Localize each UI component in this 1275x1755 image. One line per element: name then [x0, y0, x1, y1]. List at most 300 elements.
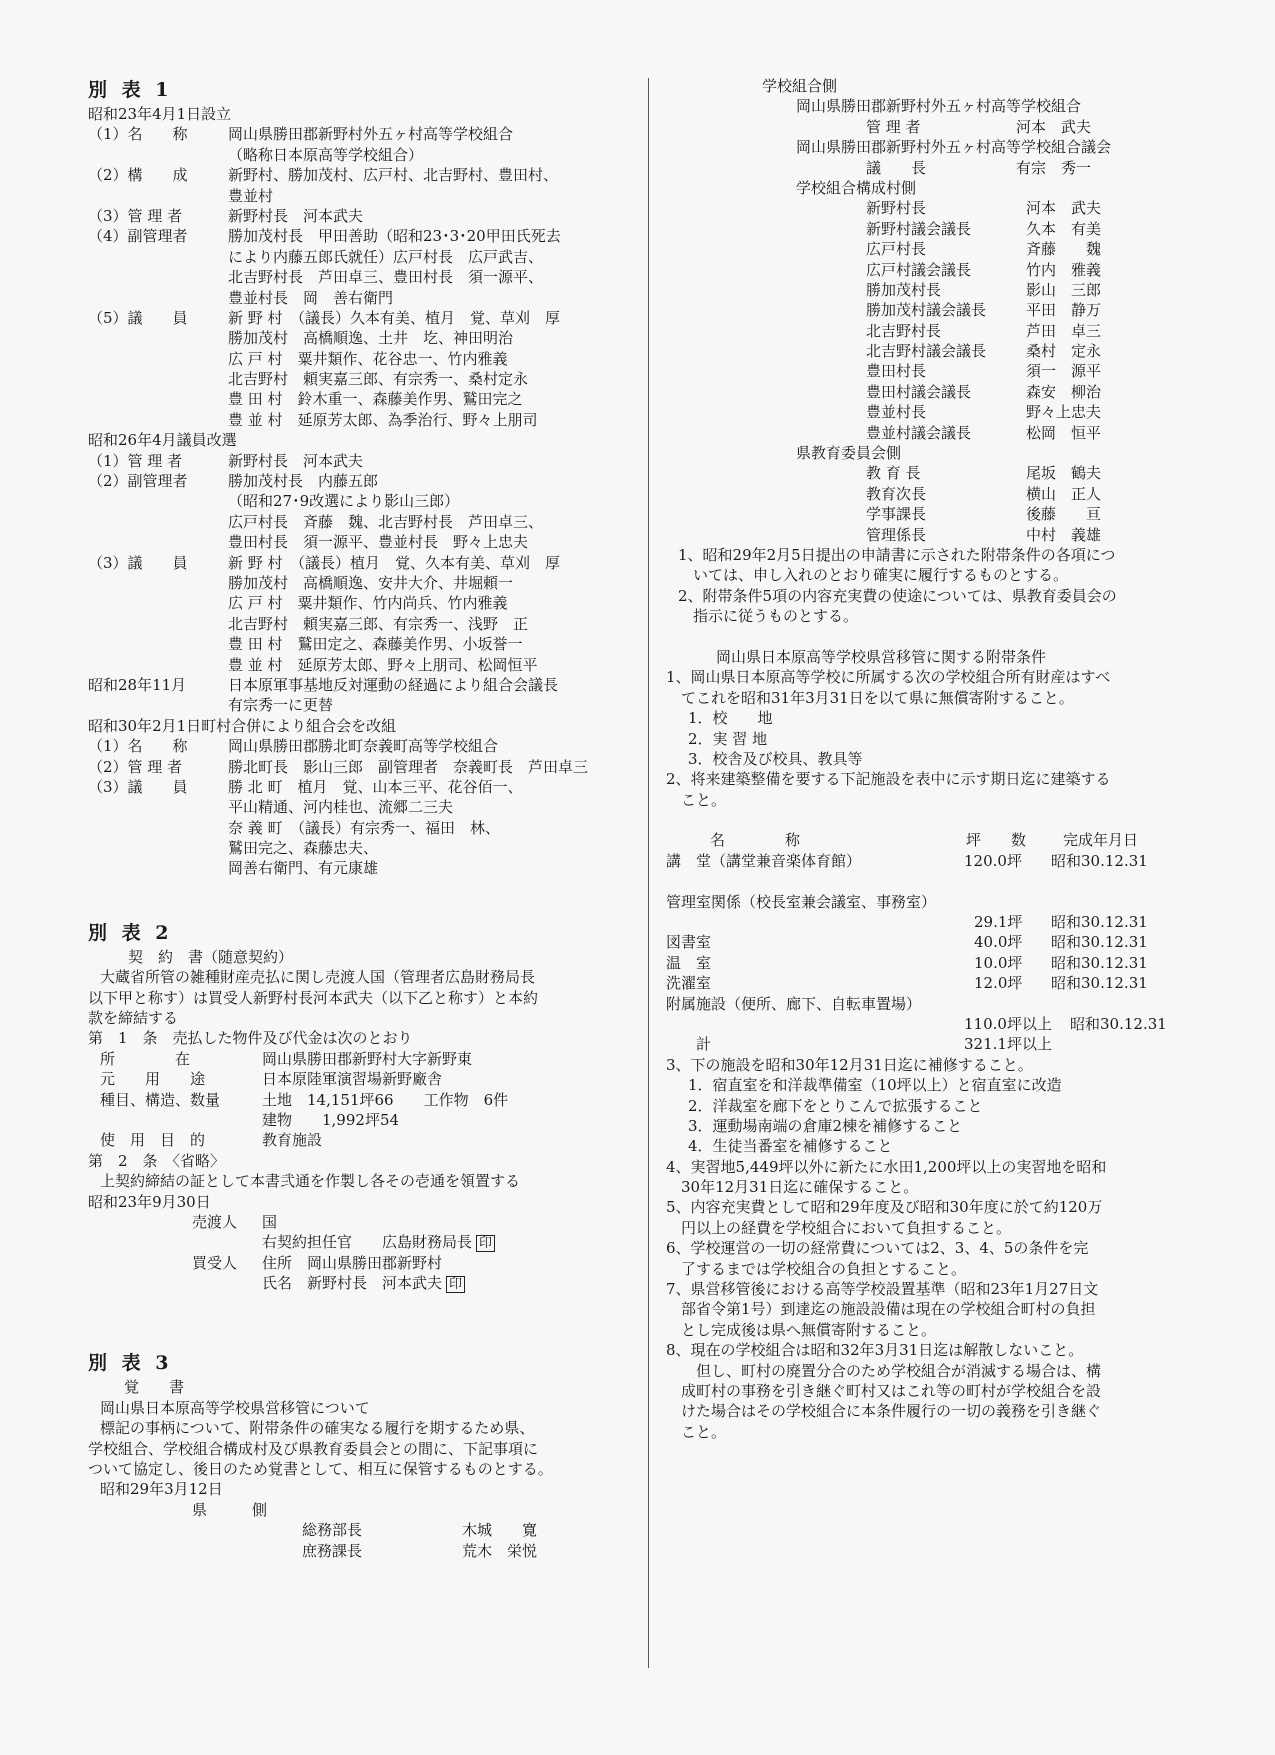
- facility-row-date: 昭和30.12.31: [1051, 974, 1148, 993]
- buyer-label: 買受人: [192, 1253, 238, 1272]
- condition-line: [666, 1340, 1218, 1360]
- memo-term-line: [666, 586, 1218, 606]
- buyer-name-text: 氏名 新野村長 河本武夫: [262, 1274, 443, 1293]
- contract-title: 契 約 書（随意契約）: [128, 947, 294, 966]
- condition-1-line-text: 1、岡山県日本原高等学校に所属する次の学校組合所有財産はすべ: [666, 668, 1111, 687]
- table3-heading: 別 表 3: [88, 1352, 173, 1375]
- village-member-person: 斉藤 魏: [1026, 240, 1102, 259]
- facility-mgmt-area: 29.1坪: [974, 913, 1023, 932]
- condition-1-item: [666, 708, 1218, 728]
- union-member-role: 管 理 者: [866, 117, 921, 136]
- table1-line-label: （3）議 員: [88, 553, 188, 572]
- facility-auditorium-area: 120.0坪: [964, 851, 1022, 870]
- condition-3: 3、下の施設を昭和30年12月31日迄に補修すること。: [666, 1055, 1033, 1074]
- condition-line-text: 7、県営移管後における高等学校設置基準（昭和23年1月27日文: [666, 1280, 1099, 1299]
- condition-line-text: 8、現在の学校組合は昭和32年3月31日迄は解散しないこと。: [666, 1341, 1084, 1360]
- memo-term-line: [666, 565, 1218, 585]
- village-member-person: 竹内 雅義: [1026, 260, 1102, 279]
- table1-line: [88, 165, 633, 185]
- memo-term-line-text: 1、昭和29年2月5日提出の申請書に示された附帯条件の各項につ: [678, 545, 1116, 564]
- condition-line: [666, 1157, 1218, 1177]
- table1-line-label: （2）構 成: [88, 166, 188, 185]
- table1-line-value: 豊並村: [228, 186, 274, 205]
- condition-line-text: 30年12月31日迄に確保すること。: [666, 1178, 919, 1197]
- table1-line-value: 豊並村長 岡 善右衛門: [228, 288, 394, 307]
- table1-line: [88, 369, 633, 389]
- village-member: [666, 300, 1218, 320]
- memo-term-line: [666, 606, 1218, 626]
- contract-intro-2: 以下甲と称す）は買受人新野村長河本武夫（以下乙と称す）と本約: [88, 988, 539, 1007]
- condition-1-line: [666, 667, 1218, 687]
- seller-line-1: [88, 1212, 633, 1232]
- table1-line-value: 勝 北 町 植月 覚、山本三平、花谷佰一、: [228, 777, 523, 796]
- condition-1-items: [666, 708, 1218, 769]
- table1-line-value: 岡山県勝田郡新野村外五ヶ村高等学校組合: [228, 125, 514, 144]
- table1-line: [88, 634, 633, 654]
- table1-line-label: （3）議 員: [88, 777, 188, 796]
- facility-mgmt-label: 管理室関係（校長室兼会議室、事務室）: [666, 892, 937, 911]
- facility-row: [666, 932, 1218, 952]
- contract-item-label: 使 用 目 的: [100, 1131, 206, 1150]
- contract-item: [88, 1069, 633, 1089]
- facility-row-name: 図書室: [666, 933, 712, 952]
- memo-term-line-text: 2、附帯条件5項の内容充実費の使途については、県教育委員会の: [678, 586, 1117, 605]
- facility-total-area: 321.1坪以上: [964, 1035, 1052, 1054]
- table1-line-value: 岡善右衛門、有元康雄: [228, 859, 379, 878]
- table1-line-value: 新野村、勝加茂村、広戸村、北吉野村、豊田村、: [228, 166, 559, 185]
- village-member: [666, 382, 1218, 402]
- condition-line-text: 但し、町村の廃置分合のため学校組合が消滅する場合は、構: [666, 1361, 1102, 1380]
- board-member-person: 後藤 亘: [1026, 505, 1102, 524]
- condition-2-line-text: こと。: [666, 790, 727, 809]
- board-side-label: 県教育委員会側: [796, 444, 902, 463]
- table1-line-value: 北吉野村 頼実嘉三郎、有宗秀一、桑村定永: [228, 370, 529, 389]
- condition-1-item-text: 3．校舎及び校具、教具等: [688, 749, 863, 768]
- table1-line: [88, 206, 633, 226]
- table1-line-text: 昭和30年2月1日町村合併により組合会を改組: [88, 716, 397, 735]
- board-member-person: 中村 義雄: [1026, 525, 1102, 544]
- condition-2-line: [666, 790, 1218, 810]
- board-member-role: 教育次長: [866, 484, 927, 503]
- table1-line: [88, 532, 633, 552]
- facility-total: [666, 1034, 1218, 1054]
- table1-line: [88, 471, 633, 491]
- memo-term-line-text: いては、申し入れのとおり確実に履行するものとする。: [678, 566, 1069, 585]
- conditions-rest: [666, 1157, 1218, 1442]
- right-column: [666, 76, 1218, 1442]
- condition-3-item: [666, 1075, 1218, 1095]
- contract-item-value: 教育施設: [262, 1131, 323, 1150]
- table1-line-value: により内藤五郎氏就任）広戸村長 広戸武吉、: [228, 247, 544, 266]
- table1-line-value: （略称日本原高等学校組合）: [228, 145, 424, 164]
- seller-officer-text: 右契約担任官 広島財務局長: [262, 1233, 473, 1252]
- pref-members: [88, 1520, 633, 1561]
- village-member: [666, 321, 1218, 341]
- village-member: [666, 239, 1218, 259]
- condition-3-item-text: 1．宿直室を和洋裁準備室（10坪以上）と宿直室に改造: [688, 1076, 1062, 1095]
- contract-date: 昭和23年9月30日: [88, 1192, 211, 1211]
- school-union-name: 岡山県勝田郡新野村外五ヶ村高等学校組合: [796, 97, 1082, 116]
- village-member-person: 森安 柳治: [1026, 382, 1102, 401]
- table1-line-value: 豊 並 村 延原芳太郎、野々上朋司、松岡恒平: [228, 655, 538, 674]
- table1-line-value: 豊田村長 須一源平、豊並村長 野々上忠夫: [228, 533, 529, 552]
- condition-1-line-text: てこれを昭和31年3月31日を以て県に無償寄附すること。: [666, 688, 1074, 707]
- table1-line-value: 新野村長 河本武夫: [228, 206, 364, 225]
- board-member-person: 横山 正人: [1026, 484, 1102, 503]
- board-member-person: 尾坂 鶴夫: [1026, 464, 1102, 483]
- condition-line: [666, 1320, 1218, 1340]
- facility-row: [666, 973, 1218, 993]
- pref-member: [88, 1520, 633, 1540]
- contract-article-1: 第 1 条 売払した物件及び代金は次のとおり: [88, 1029, 413, 1048]
- facility-auditorium-date: 昭和30.12.31: [1051, 851, 1148, 870]
- memo-terms: [666, 545, 1218, 627]
- table1-line: [88, 430, 633, 450]
- board-member-role: 管理係長: [866, 525, 927, 544]
- village-member: [666, 341, 1218, 361]
- seller-seal-stamp: 印: [476, 1235, 495, 1252]
- condition-line-text: けた場合はその学校組合に本条件履行の一切の義務を引き継ぐ: [666, 1402, 1102, 1421]
- table1-line: [88, 104, 633, 124]
- memo-term-line: [666, 545, 1218, 565]
- facility-annex-value: [666, 1014, 1218, 1034]
- village-member-person: 桑村 定永: [1026, 342, 1102, 361]
- table1-line: [88, 267, 633, 287]
- table1-line-value: 岡山県勝田郡勝北町奈義町高等学校組合: [228, 737, 499, 756]
- table1-line: [88, 512, 633, 532]
- column-divider: [648, 78, 649, 1668]
- condition-3-item-text: 3．運動場南端の倉庫2棟を補修すること: [688, 1116, 963, 1135]
- table1-line: [88, 573, 633, 593]
- condition-1-item: [666, 729, 1218, 749]
- condition-line-text: 6、学校運営の一切の経常費については2、3、4、5の条件を完: [666, 1239, 1089, 1258]
- table1-line-value: 日本原軍事基地反対運動の経過により組合会議長: [228, 675, 559, 694]
- village-member: [666, 402, 1218, 422]
- facility-row-name: 温 室: [666, 953, 712, 972]
- table1-line-value: 勝加茂村 高橋順逸、土井 圪、神田明治: [228, 329, 514, 348]
- condition-line: [666, 1422, 1218, 1442]
- conditions-title: 岡山県日本原高等学校県営移管に関する附帯条件: [716, 647, 1047, 666]
- condition-line: [666, 1259, 1218, 1279]
- pref-member-role: 庶務課長: [302, 1541, 363, 1560]
- memo-body-1: 標記の事柄について、附帯条件の確実なる履行を期するため県、: [100, 1419, 535, 1438]
- contract-item-value: 建物 1,992坪54: [262, 1110, 400, 1129]
- village-member-role: 豊並村長: [866, 403, 927, 422]
- contract-item: [88, 1130, 633, 1150]
- condition-3-items: [666, 1075, 1218, 1157]
- table1-line: [88, 695, 633, 715]
- memo-body-3: ついて協定し、後日のため覚書として、相互に保管するものとする。: [88, 1460, 553, 1479]
- contract-item-label: 所 在: [100, 1049, 191, 1068]
- table1-line-value: 豊 並 村 延原芳太郎、為季治行、野々上朋司: [228, 410, 538, 429]
- board-member: [666, 484, 1218, 504]
- facility-row-date: 昭和30.12.31: [1051, 953, 1148, 972]
- table1-line-value: 勝加茂村長 甲田善助（昭和23･3･20甲田氏死去: [228, 227, 561, 246]
- facility-header-area: 坪 数: [966, 831, 1027, 850]
- table1-line-value: 豊 田 村 鈴木重一、森藤美作男、鷲田完之: [228, 390, 523, 409]
- memo-date: 昭和29年3月12日: [100, 1480, 223, 1499]
- buyer-line-1: [88, 1253, 633, 1273]
- village-member-role: 新野村議会議長: [866, 219, 972, 238]
- condition-2-line-text: 2、将来建築整備を要する下記施設を表中に示す期日迄に建築する: [666, 770, 1111, 789]
- facility-annex-date: 昭和30.12.31: [1070, 1014, 1167, 1033]
- school-side-label: 学校組合側: [762, 77, 838, 95]
- table1-line-text: 昭和23年4月1日設立: [88, 105, 232, 123]
- village-member-role: 広戸村議会議長: [866, 260, 972, 279]
- condition-3-item: [666, 1116, 1218, 1136]
- table1-line: [88, 328, 633, 348]
- table1-line: [88, 226, 633, 246]
- assembly-member-role: 議 長: [866, 158, 927, 177]
- table1-line-value: （昭和27･9改選により影山三郎）: [228, 492, 460, 511]
- pref-member-role: 総務部長: [302, 1521, 363, 1540]
- buyer-seal-stamp: 印: [446, 1276, 465, 1293]
- village-member-role: 豊並村議会議長: [866, 423, 972, 442]
- condition-line-text: 円以上の経費を学校組合において負担すること。: [666, 1218, 1012, 1237]
- table1-line: [88, 410, 633, 430]
- table1-line-label: （2）管 理 者: [88, 757, 183, 776]
- table1-line-label: （1）名 称: [88, 737, 188, 756]
- table1-line-value: 有宗秀一に更替: [228, 696, 334, 715]
- table1-line: [88, 349, 633, 369]
- seller-line-2: [88, 1232, 633, 1252]
- table1-line: [88, 288, 633, 308]
- contract-item-label: 元 用 途: [100, 1070, 206, 1089]
- union-member-person: 河本 武夫: [1016, 117, 1092, 136]
- table1-line-value: 北吉野村長 芦田卓三、豊田村長 須一源平、: [228, 268, 544, 287]
- table1-line: [88, 838, 633, 858]
- board-member-role: 学事課長: [866, 505, 927, 524]
- condition-line: [666, 1177, 1218, 1197]
- table1-line: [88, 858, 633, 878]
- table1-line-label: （2）副管理者: [88, 472, 188, 491]
- table1-line-value: 広戸村長 斉藤 魏、北吉野村長 芦田卓三、: [228, 512, 544, 531]
- table1-line-value: 北吉野村 頼実嘉三郎、有宗秀一、浅野 正: [228, 614, 529, 633]
- facility-header-name: 名 称: [710, 831, 801, 850]
- assembly-member: [666, 158, 1218, 178]
- pref-member: [88, 1541, 633, 1561]
- condition-line: [666, 1238, 1218, 1258]
- board-member-role: 教 育 長: [866, 464, 921, 483]
- facility-row-area: 40.0坪: [974, 933, 1023, 952]
- village-member-person: 影山 三郎: [1026, 280, 1102, 299]
- condition-3-item-text: 2．洋裁室を廊下をとりこんで拡張すること: [688, 1096, 983, 1115]
- table1-line: [88, 553, 633, 573]
- contract-item: [88, 1090, 633, 1110]
- contract-item-label: 種目、構造、数量: [100, 1090, 221, 1109]
- table1-line-text: 昭和26年4月議員改選: [88, 431, 237, 450]
- village-member: [666, 198, 1218, 218]
- contract-closing: 上契約締結の証として本書弐通を作製し各その壱通を領置する: [100, 1172, 521, 1191]
- pref-member-person: 荒木 栄悦: [462, 1541, 538, 1560]
- seller-officer: [262, 1232, 495, 1252]
- buyer-line-2: [88, 1273, 633, 1293]
- table1-line-label: （1）名 称: [88, 125, 188, 144]
- table1-line-value: 奈 義 町 （議長）有宗秀一、福田 林、: [228, 818, 501, 837]
- table1-line: [88, 186, 633, 206]
- facility-row: [666, 953, 1218, 973]
- table1-line: [88, 655, 633, 675]
- contract-intro-3: 款を締結する: [88, 1009, 179, 1028]
- village-member-role: 新野村長: [866, 199, 927, 218]
- board-members: [666, 463, 1218, 545]
- seller-name: 国: [262, 1212, 278, 1231]
- contract-item-value: 土地 14,151坪66 工作物 6件: [262, 1090, 509, 1109]
- contract-item: [88, 1110, 633, 1130]
- school-assembly-name: 岡山県勝田郡新野村外五ヶ村高等学校組合議会: [796, 138, 1112, 157]
- condition-3-item: [666, 1096, 1218, 1116]
- table1-line-value: 新野村長 河本武夫: [228, 451, 364, 470]
- village-side-label: 学校組合構成村側: [796, 178, 917, 197]
- table1-line-value: 広 戸 村 粟井類作、花谷忠一、竹内雅義: [228, 349, 508, 368]
- facility-header: [666, 830, 1218, 850]
- table1-line: [88, 614, 633, 634]
- facility-row-area: 12.0坪: [974, 974, 1023, 993]
- pref-side-label: 県 側: [192, 1500, 268, 1519]
- village-members: [666, 198, 1218, 443]
- village-member-person: 須一 源平: [1026, 362, 1102, 381]
- condition-line-text: 成町村の事務を引き継ぐ町村又はこれ等の町村が学校組合を設: [666, 1382, 1102, 1400]
- condition-line: [666, 1299, 1218, 1319]
- condition-1-item-text: 2．実 習 地: [688, 729, 768, 748]
- contract-article-2: 第 2 条 〈省略〉: [88, 1151, 226, 1170]
- village-member-role: 広戸村長: [866, 240, 927, 259]
- school-union-members: [666, 117, 1218, 137]
- table1-line: [88, 451, 633, 471]
- condition-2-line: [666, 769, 1218, 789]
- board-member: [666, 463, 1218, 483]
- condition-line: [666, 1401, 1218, 1421]
- board-member: [666, 504, 1218, 524]
- assembly-member-person: 有宗 秀一: [1016, 158, 1092, 177]
- village-member-role: 北吉野村長: [866, 321, 942, 340]
- condition-1: [666, 667, 1218, 708]
- table1-line: [88, 736, 633, 756]
- table1-line: [88, 308, 633, 328]
- buyer-name: [262, 1273, 465, 1293]
- condition-line: [666, 1197, 1218, 1217]
- left-column: [88, 76, 633, 1561]
- memo-body-2: 学校組合、学校組合構成村及び県教育委員会との間に、下記事項に: [88, 1439, 539, 1458]
- village-member-role: 豊田村長: [866, 362, 927, 381]
- condition-2: [666, 769, 1218, 810]
- contract-intro-1: 大蔵省所管の雑種財産売払に関し売渡人国（管理者広島財務局長: [100, 968, 536, 987]
- village-member-role: 北吉野村議会議長: [866, 342, 987, 361]
- village-member-person: 久本 有美: [1026, 219, 1102, 238]
- condition-1-line: [666, 688, 1218, 708]
- condition-line-text: 了するまでは学校組合の負担とすること。: [666, 1259, 967, 1278]
- condition-line-text: こと。: [666, 1422, 727, 1441]
- table1-line-value: 広 戸 村 粟井類作、竹内尚兵、竹内雅義: [228, 594, 508, 613]
- facility-auditorium: [666, 851, 1218, 871]
- table1-line-label: （3）管 理 者: [88, 206, 183, 225]
- village-member-role: 豊田村議会議長: [866, 382, 972, 401]
- facility-annex-area: 110.0坪以上: [964, 1014, 1052, 1033]
- memo-subject: 岡山県日本原高等学校県営移管について: [100, 1398, 370, 1417]
- table1-line-value: 新 野 村 （議長）久本有美、植月 覚、草刈 厚: [228, 308, 561, 327]
- table1-line-value: 勝加茂村 高橋順逸、安井大介、井堀頼一: [228, 573, 514, 592]
- table1-line-value: 勝北町長 影山三郎 副管理者 奈義町長 芦田卓三: [228, 757, 589, 776]
- table1-line: [88, 818, 633, 838]
- table1-line-value: 豊 田 村 鷲田定之、森藤美作男、小坂誉一: [228, 635, 523, 654]
- condition-3-item: [666, 1136, 1218, 1156]
- board-member: [666, 525, 1218, 545]
- pref-member-person: 木城 寛: [462, 1521, 538, 1540]
- village-member-person: 河本 武夫: [1026, 199, 1102, 218]
- school-assembly-members: [666, 158, 1218, 178]
- table1-line: [88, 491, 633, 511]
- condition-1-item: [666, 749, 1218, 769]
- contract-items: [88, 1049, 633, 1151]
- village-member-role: 勝加茂村議会議長: [866, 301, 987, 320]
- condition-line-text: 5、内容充実費として昭和29年度及び昭和30年度に於て約120万: [666, 1198, 1103, 1217]
- village-member-person: 芦田 卓三: [1026, 321, 1102, 340]
- condition-1-item-text: 1．校 地: [688, 709, 773, 728]
- contract-item-value: 岡山県勝田郡新野村大字新野東: [262, 1049, 473, 1068]
- table1-line: [88, 593, 633, 613]
- village-member-person: 野々上忠夫: [1026, 403, 1102, 422]
- table1-line-label: 昭和28年11月: [88, 675, 187, 694]
- seller-label: 売渡人: [192, 1212, 238, 1231]
- table1-line: [88, 716, 633, 736]
- facility-mgmt-value: [666, 912, 1218, 932]
- facility-row-date: 昭和30.12.31: [1051, 933, 1148, 952]
- condition-line-text: 部省令第1号）到達迄の施設設備は現在の学校組合町村の負担: [666, 1300, 1096, 1319]
- table1-line: [88, 389, 633, 409]
- village-member-person: 松岡 恒平: [1026, 423, 1102, 442]
- condition-line: [666, 1279, 1218, 1299]
- contract-item: [88, 1049, 633, 1069]
- village-member: [666, 280, 1218, 300]
- table2-heading: 別 表 2: [88, 921, 173, 944]
- facility-mgmt-date: 昭和30.12.31: [1051, 913, 1148, 932]
- table1-line: [88, 797, 633, 817]
- facility-auditorium-name: 講 堂（講堂兼音楽体育館）: [666, 851, 862, 870]
- table1-line-label: （4）副管理者: [88, 227, 188, 246]
- table1-line-value: 鷲田完之、森藤忠夫、: [228, 839, 379, 858]
- condition-line: [666, 1361, 1218, 1381]
- union-member: [666, 117, 1218, 137]
- table1-line-value: 平山精通、河内桂也、流郷二三夫: [228, 798, 454, 817]
- facility-row-area: 10.0坪: [974, 953, 1023, 972]
- table1-line-label: （5）議 員: [88, 308, 188, 327]
- contract-item-value: 日本原陸軍演習場新野廠舎: [262, 1070, 443, 1089]
- village-member: [666, 361, 1218, 381]
- memo-term-line-text: 指示に従うものとする。: [678, 607, 859, 626]
- table1-line-label: （1）管 理 者: [88, 451, 183, 470]
- condition-3-item-text: 4．生徒当番室を補修すること: [688, 1137, 893, 1156]
- condition-line: [666, 1218, 1218, 1238]
- table1-line-value: 勝加茂村長 内藤五郎: [228, 472, 379, 491]
- condition-line: [666, 1381, 1218, 1401]
- condition-line-text: とし完成後は県へ無償寄附すること。: [666, 1320, 937, 1339]
- facility-rows: [666, 932, 1218, 993]
- village-member-person: 平田 静万: [1026, 301, 1102, 320]
- condition-line-text: 4、実習地5,449坪以外に新たに水田1,200坪以上の実習地を昭和: [666, 1157, 1107, 1176]
- table1-line: [88, 124, 633, 144]
- buyer-address: 住所 岡山県勝田郡新野村: [262, 1253, 443, 1272]
- table1-heading: 別 表 1: [88, 79, 173, 101]
- table1-line: [88, 675, 633, 695]
- table1-line-value: 新 野 村 （議長）植月 覚、久本有美、草刈 厚: [228, 553, 561, 572]
- table1-line: [88, 757, 633, 777]
- facility-total-label: 計: [696, 1035, 712, 1054]
- table1-line: [88, 777, 633, 797]
- village-member: [666, 219, 1218, 239]
- facility-row-name: 洗濯室: [666, 974, 712, 993]
- village-member-role: 勝加茂村長: [866, 280, 942, 299]
- village-member: [666, 260, 1218, 280]
